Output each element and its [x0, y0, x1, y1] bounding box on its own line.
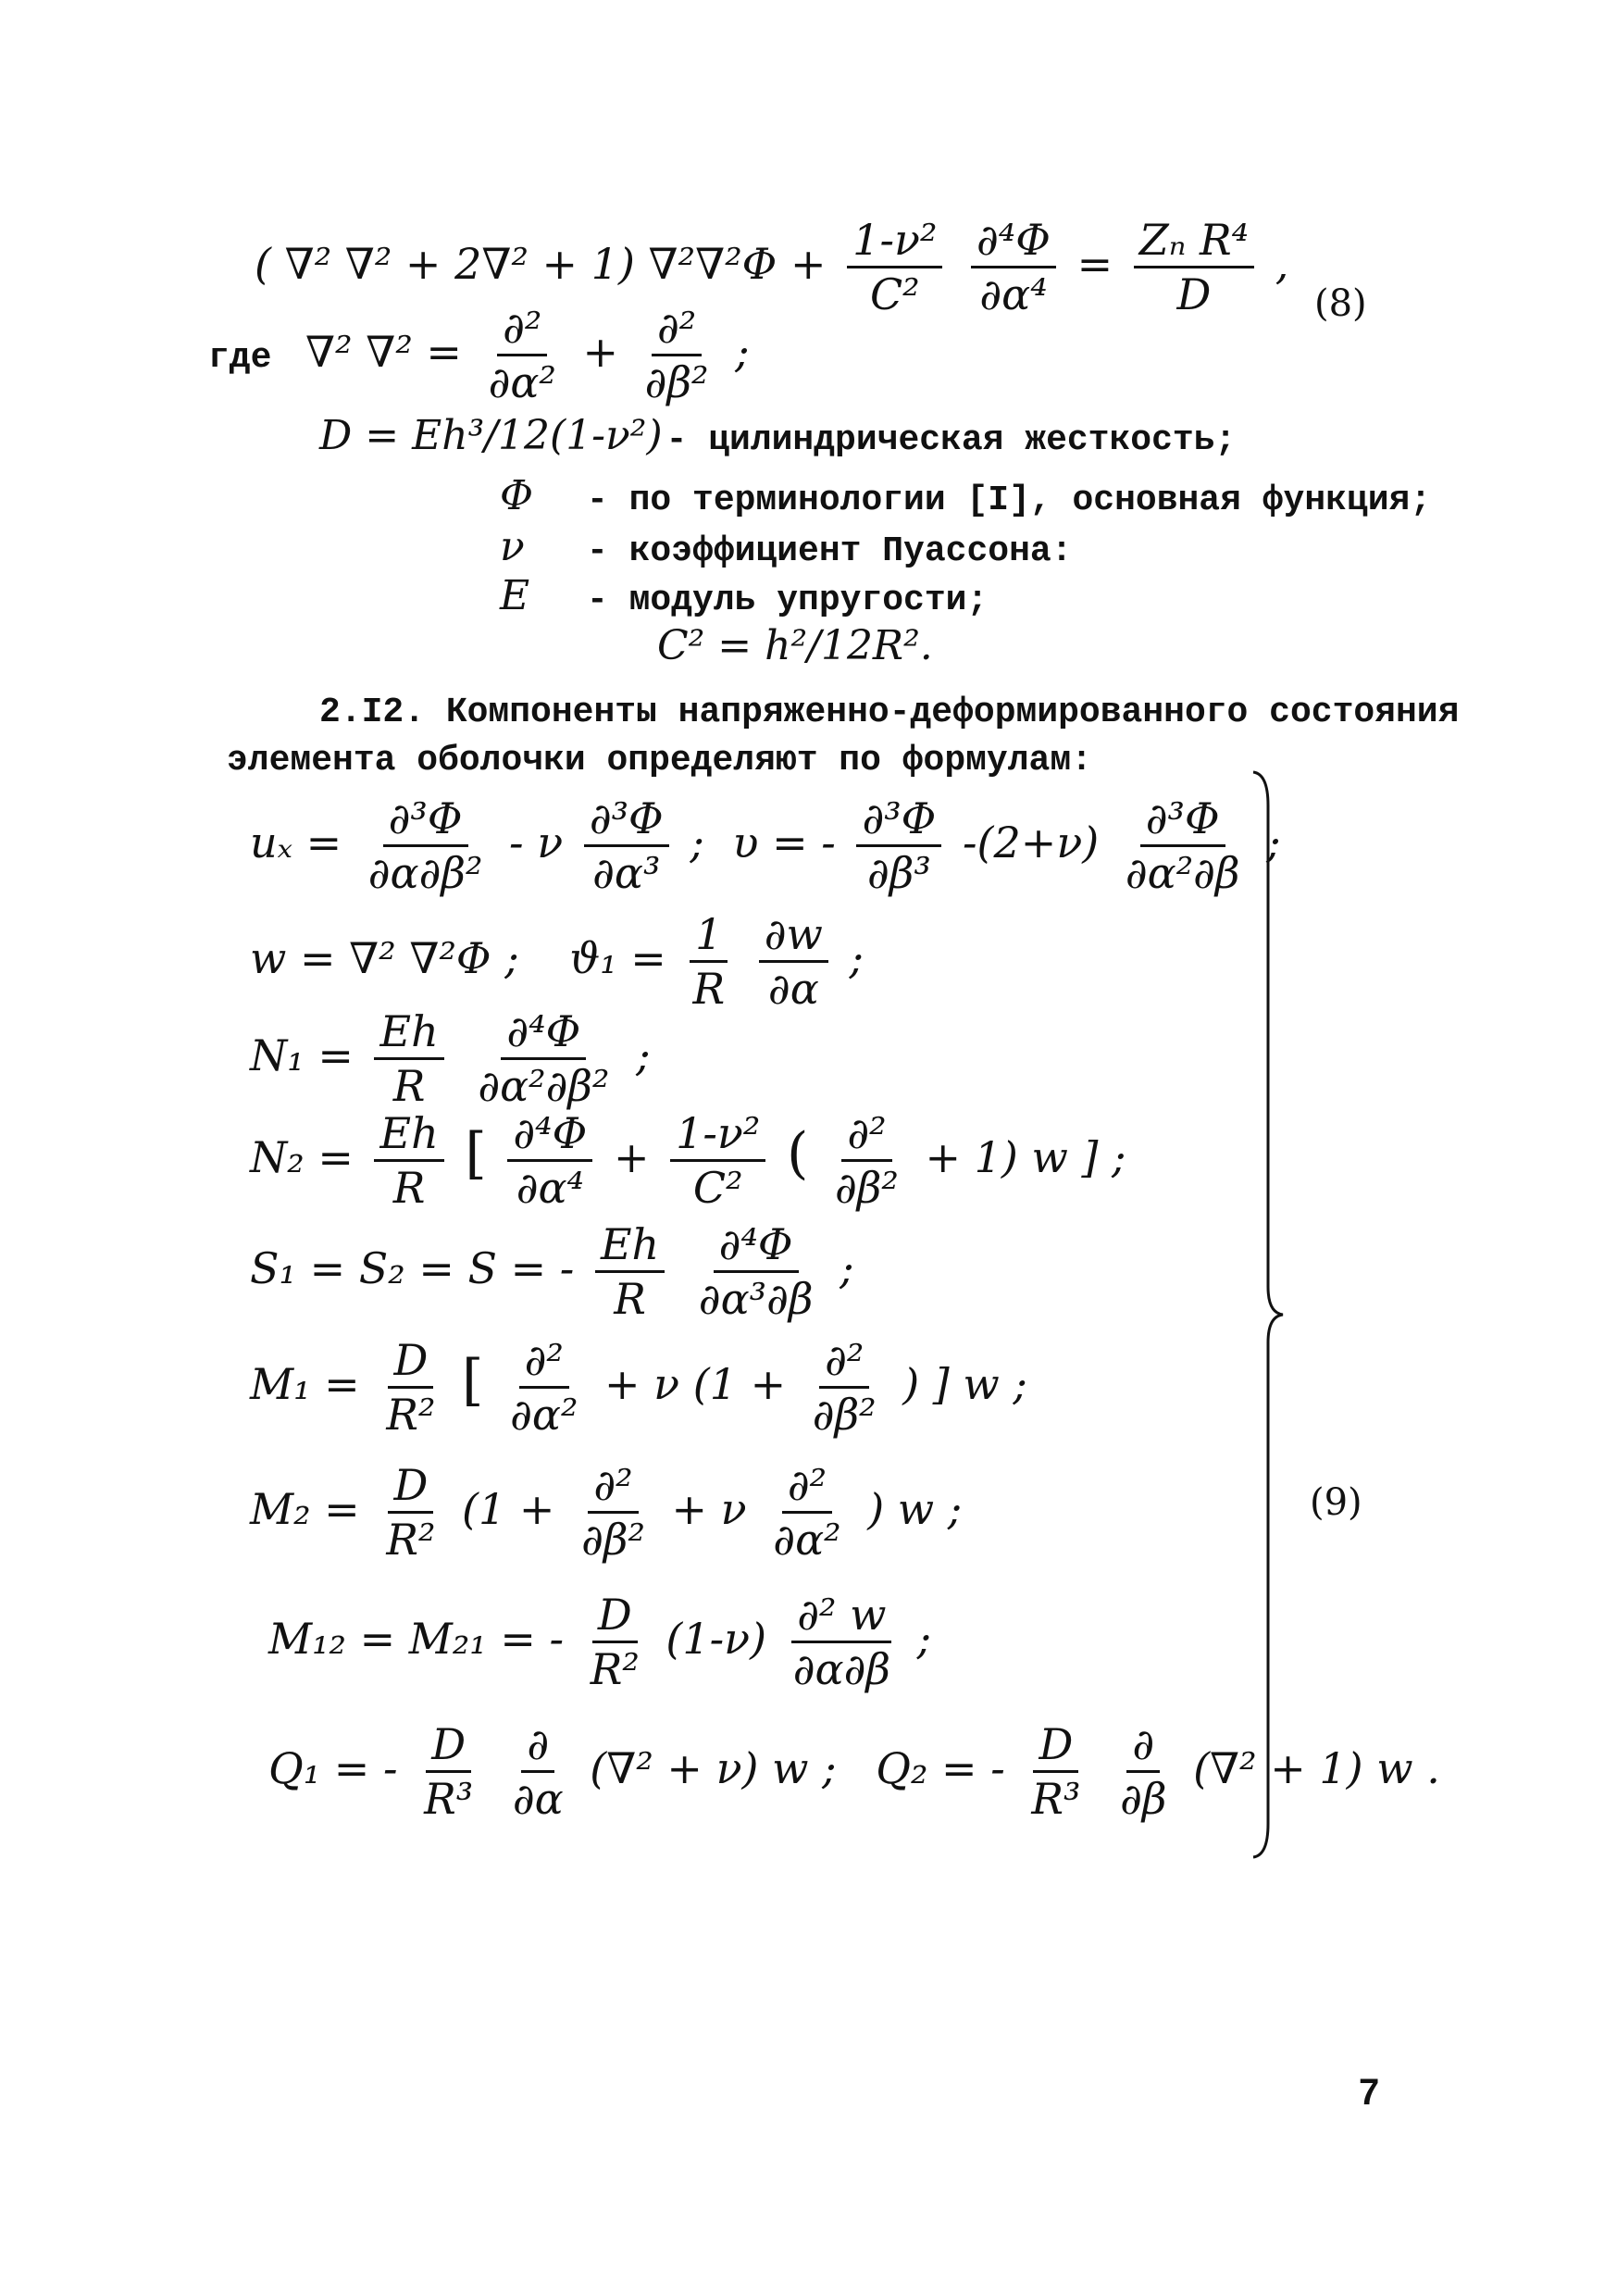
def-text: - по терминологии [I], основная функция;: [587, 480, 1432, 520]
page-number: 7: [1359, 2072, 1380, 2113]
definition-row: [500, 472, 1431, 520]
system-row-5: S₁ = S₂ = S = - $\frac{Eh}{R}$ $\frac{\text{∂⁴Φ}}{\text{∂α³∂β}}$ ;: [250, 1219, 854, 1325]
eq8-lhs: ( ∇² ∇² + 2∇² + 1) ∇²∇²Φ +: [255, 238, 827, 289]
equation-8: ( ∇² ∇² + 2∇² + 1) ∇²∇²Φ + $\frac{\text{1-ν²}}{\text{C²}}$ $\frac{\text{∂⁴Φ}}{\text{∂α⁴}}$ = $\frac{\text{Zₙ R⁴}}{D}$ ,: [255, 215, 1289, 320]
definition-row: [500, 523, 1073, 571]
system-row-7: M₂ = $\frac{D}{\text{R²}}$ (1 + $\frac{\text{∂²}}{\text{∂β²}}$ + ν $\frac{\text{∂²}}{\text{∂α²}}$ ) w ;: [250, 1460, 963, 1566]
system-row-2: w = ∇² ∇²Φ ; ϑ₁ = $\frac{1}{R}$ $\frac{\partial w}{\partial\alpha}$ ;: [250, 909, 864, 1015]
def-text: - коэффициент Пуассона:: [587, 531, 1073, 571]
eq8-frac1: $\frac{\text{1-ν²}}{\text{C²}}$: [847, 218, 942, 318]
def-text: - модуль упругости;: [587, 580, 989, 620]
system-row-3: N₁ = $\frac{Eh}{R}$ $\frac{\text{∂⁴Φ}}{\text{∂α²∂β²}}$ ;: [250, 1006, 651, 1112]
def-symbol: Φ: [500, 472, 534, 519]
paragraph-line: 2.I2. Компоненты напряженно-деформированного состояния: [319, 693, 1460, 732]
curly-brace: [1250, 768, 1287, 1861]
system-row-6: M₁ = $\frac{D}{\text{R²}}$ [ $\frac{\text{∂²}}{\text{∂α²}}$ + ν (1 + $\frac{\text{∂²}}{\text{∂β²}}$ ) ] w ;: [250, 1335, 1027, 1441]
laplacian-lhs: ∇² ∇² =: [305, 326, 462, 377]
paragraph-line: элемента оболочки определяют по формулам:: [227, 741, 1092, 780]
def-symbol: D = Eh³/12(1-ν²): [319, 412, 663, 459]
def-symbol: E: [500, 572, 530, 619]
equation-9-number: (9): [1310, 1481, 1362, 1524]
c-definition: C² = h²/12R².: [657, 622, 933, 669]
system-row-1: uₓ = $\frac{\text{∂³Φ}}{\text{∂α∂β²}}$ - ν $\frac{\text{∂³Φ}}{\text{∂α³}}$ ; υ = - $\frac{\text{∂³Φ}}{\text{∂β³}}$ -(2+ν) $\frac{\text{∂³Φ}}{\text{∂α²∂β}}$ ;: [250, 793, 1281, 899]
eq8-frac2: $\frac{\text{∂⁴Φ}}{\text{∂α⁴}}$: [971, 218, 1056, 318]
def-symbol: ν: [500, 523, 525, 570]
system-row-4: N₂ = $\frac{Eh}{R}$ [ $\frac{\text{∂⁴Φ}}{\text{∂α⁴}}$ + $\frac{\text{1-ν²}}{\text{C²}}$ ( $\frac{\text{∂²}}{\text{∂β²}}$ + 1) w ] ;: [250, 1108, 1126, 1214]
equation-8-number: (8): [1314, 282, 1367, 325]
system-row-9: Q₁ = - $\frac{D}{\text{R³}}$ $\frac{\partial}{\partial\alpha}$ (∇² + ν) w ; Q₂ = - $\frac{D}{\text{R³}}$ $\frac{\partial}{\partial\beta}$ (∇² + 1) w .: [268, 1719, 1440, 1825]
definition-row: [500, 572, 988, 620]
eq8-rhs: $\frac{\text{Zₙ R⁴}}{D}$: [1134, 218, 1254, 318]
definition-row: [319, 412, 1236, 460]
def-text: - цилиндрическая жесткость;: [665, 420, 1237, 460]
system-row-8: M₁₂ = M₂₁ = - $\frac{D}{\text{R²}}$ (1-ν) $\frac{\text{∂² w}}{\partial\alpha\partial\beta}$ ;: [268, 1590, 932, 1695]
where-line: где ∇² ∇² = $\frac{\text{∂²}}{\text{∂α²}}$ + $\frac{\text{∂²}}{\text{∂β²}}$ ;: [208, 303, 750, 408]
where-label: где: [208, 337, 272, 378]
eq8-equals: =: [1076, 238, 1113, 289]
